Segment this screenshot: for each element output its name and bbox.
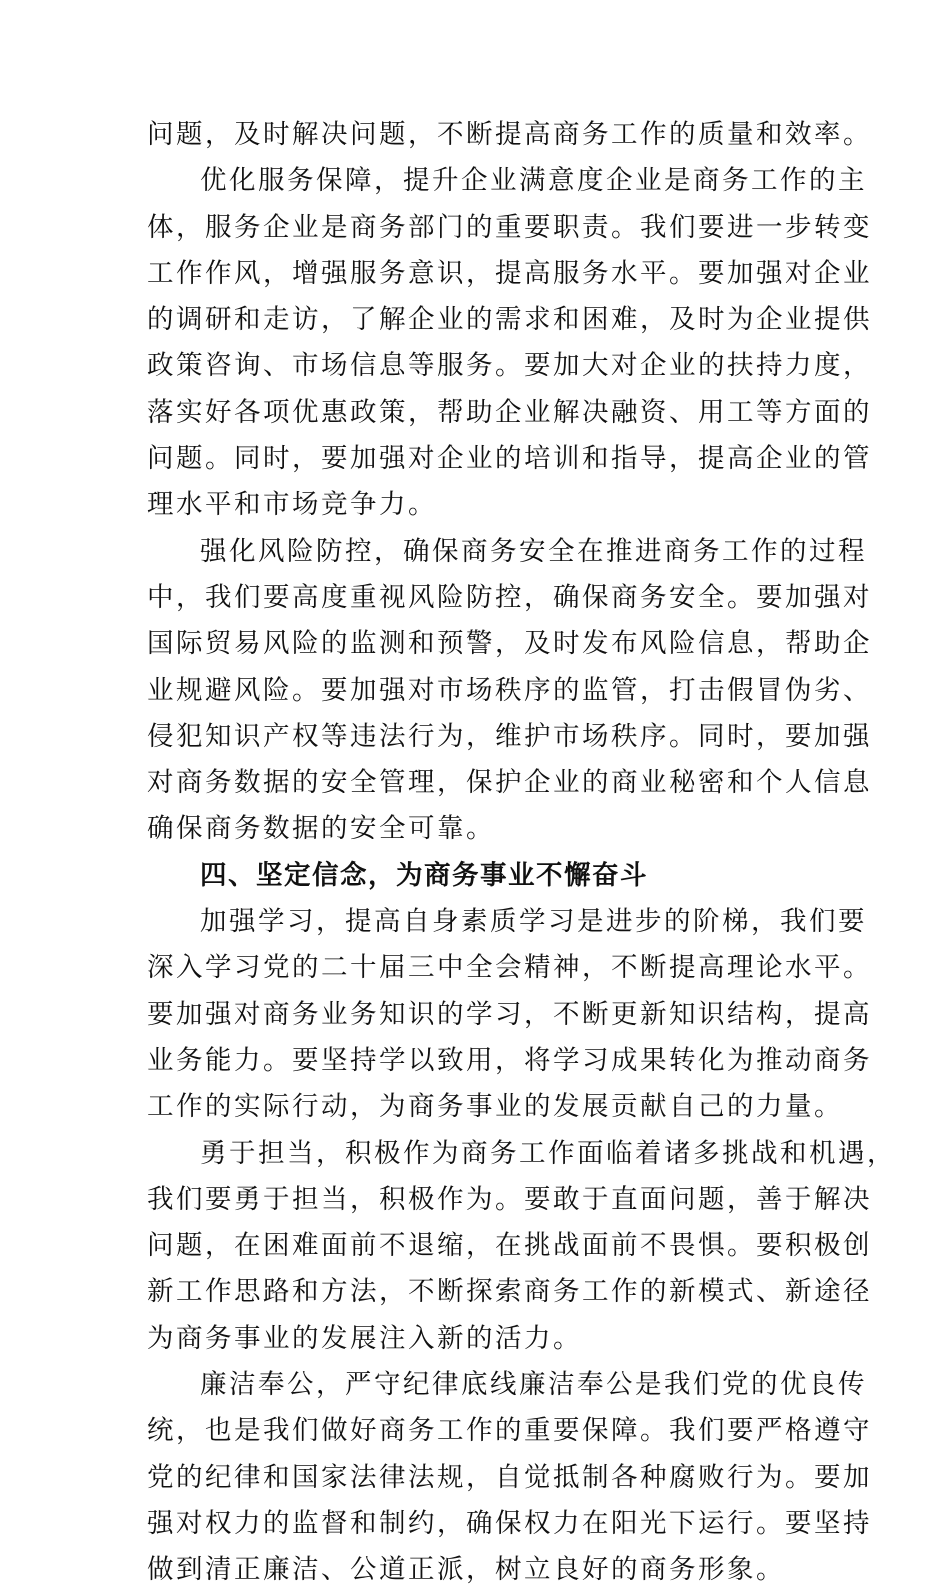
text-line: 对商务数据的安全管理，保护企业的商业秘密和个人信息	[147, 767, 872, 799]
text-line: 为商务事业的发展注入新的活力。	[147, 1322, 582, 1354]
text-line: 强化风险防控，确保商务安全在推进商务工作的过程	[200, 535, 867, 567]
text-line: 中，我们要高度重视风险防控，确保商务安全。要加强对	[147, 581, 872, 613]
document-body	[147, 112, 896, 1594]
text-line: 廉洁奉公，严守纪律底线廉洁奉公是我们党的优良传	[200, 1369, 867, 1401]
section-heading: 四、坚定信念，为商务事业不懈奋斗	[200, 859, 648, 891]
text-line: 问题，在困难面前不退缩，在挑战面前不畏惧。要积极创	[147, 1230, 872, 1262]
text-line: 落实好各项优惠政策，帮助企业解决融资、用工等方面的	[147, 396, 872, 428]
text-line: 业务能力。要坚持学以致用，将学习成果转化为推动商务	[147, 1044, 872, 1076]
text-line: 的调研和走访，了解企业的需求和困难，及时为企业提供	[147, 304, 872, 336]
text-line: 工作作风，增强服务意识，提高服务水平。要加强对企业	[147, 257, 872, 289]
text-line: 理水平和市场竞争力。	[147, 489, 437, 521]
text-line: 确保商务数据的安全可靠。	[147, 813, 495, 845]
text-line: 问题。同时，要加强对企业的培训和指导，提高企业的管	[147, 443, 872, 475]
text-line: 体，服务企业是商务部门的重要职责。我们要进一步转变	[147, 211, 872, 243]
text-line: 深入学习党的二十届三中全会精神，不断提高理论水平。	[147, 952, 872, 984]
text-line: 勇于担当，积极作为商务工作面临着诸多挑战和机遇，	[200, 1137, 896, 1169]
text-line: 问题，及时解决问题，不断提高商务工作的质量和效率。	[147, 119, 872, 150]
text-line: 工作的实际行动，为商务事业的发展贡献自己的力量。	[147, 1091, 843, 1123]
text-line: 统，也是我们做好商务工作的重要保障。我们要严格遵守	[147, 1415, 872, 1447]
text-line: 党的纪律和国家法律法规，自觉抵制各种腐败行为。要加	[147, 1461, 872, 1493]
text-line: 政策咨询、市场信息等服务。要加大对企业的扶持力度，	[147, 350, 872, 382]
text-line: 我们要勇于担当，积极作为。要敢于直面问题，善于解决	[147, 1183, 872, 1215]
text-line: 做到清正廉洁、公道正派，树立良好的商务形象。	[147, 1554, 785, 1586]
text-line: 优化服务保障，提升企业满意度企业是商务工作的主	[200, 165, 867, 197]
text-line: 加强学习，提高自身素质学习是进步的阶梯，我们要	[200, 906, 867, 938]
text-line: 要加强对商务业务知识的学习，不断更新知识结构，提高	[147, 998, 872, 1030]
text-line: 侵犯知识产权等违法行为，维护市场秩序。同时，要加强	[147, 720, 872, 752]
text-line: 新工作思路和方法，不断探索商务工作的新模式、新途径	[147, 1276, 872, 1308]
text-line: 业规避风险。要加强对市场秩序的监管，打击假冒伪劣、	[147, 674, 872, 706]
text-line: 强对权力的监督和制约，确保权力在阳光下运行。要坚持	[147, 1507, 872, 1539]
text-line: 国际贸易风险的监测和预警，及时发布风险信息，帮助企	[147, 628, 872, 660]
